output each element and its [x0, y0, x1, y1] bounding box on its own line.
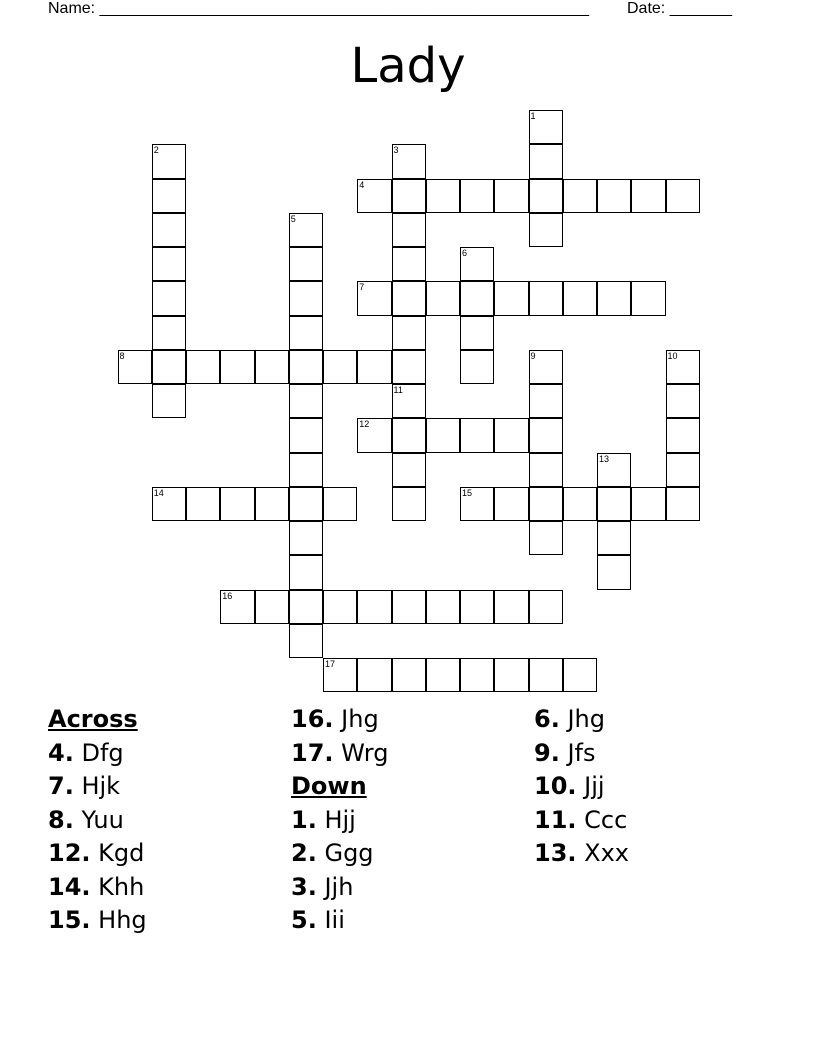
grid-cell[interactable] [494, 179, 528, 213]
grid-cell[interactable] [289, 590, 323, 624]
grid-cell[interactable] [597, 555, 631, 589]
grid-cell[interactable] [392, 281, 426, 315]
grid-cell[interactable] [152, 350, 186, 384]
clue-down-13: 13. Xxx [534, 839, 630, 867]
grid-cell[interactable] [392, 144, 426, 178]
clue-down-5: 5. Iii [291, 906, 345, 934]
grid-cell[interactable] [289, 555, 323, 589]
grid-cell[interactable] [392, 658, 426, 692]
grid-cell[interactable] [460, 247, 494, 281]
grid-cell[interactable] [666, 418, 700, 452]
grid-cell[interactable] [392, 384, 426, 418]
grid-cell[interactable] [666, 179, 700, 213]
grid-cell[interactable] [357, 350, 391, 384]
grid-cell[interactable] [426, 281, 460, 315]
down-heading: Down [291, 772, 367, 800]
grid-cell[interactable] [529, 521, 563, 555]
grid-cell[interactable] [460, 350, 494, 384]
grid-cell[interactable] [563, 487, 597, 521]
grid-cell[interactable] [597, 453, 631, 487]
grid-cell[interactable] [392, 590, 426, 624]
grid-cell[interactable] [631, 487, 665, 521]
cell-number: 5 [290, 213, 296, 224]
grid-cell[interactable] [357, 179, 391, 213]
grid-cell[interactable] [152, 487, 186, 521]
grid-cell[interactable] [460, 418, 494, 452]
clue-across-16: 16. Jhg [291, 705, 379, 733]
grid-cell[interactable] [255, 590, 289, 624]
clue-down-2: 2. Ggg [291, 839, 374, 867]
grid-cell[interactable] [426, 590, 460, 624]
grid-cell[interactable] [357, 590, 391, 624]
clue-column-3 [534, 703, 629, 871]
grid-cell[interactable] [152, 316, 186, 350]
grid-cell[interactable] [460, 487, 494, 521]
grid-cell[interactable] [563, 179, 597, 213]
grid-cell[interactable] [563, 658, 597, 692]
grid-cell[interactable] [529, 384, 563, 418]
cell-number: 17 [325, 659, 336, 669]
clue-across-15: 15. Hhg [48, 906, 147, 934]
cell-number: 6 [462, 248, 468, 258]
cell-number: 4 [359, 179, 365, 190]
clue-across-7: 7. Hjk [48, 772, 121, 800]
grid-cell[interactable] [392, 316, 426, 350]
grid-cell[interactable] [289, 521, 323, 555]
grid-cell[interactable] [666, 487, 700, 521]
grid-cell[interactable] [152, 247, 186, 281]
cell-number: 1 [530, 111, 536, 121]
grid-cell[interactable] [529, 350, 563, 384]
grid-cell[interactable] [392, 179, 426, 213]
grid-cell[interactable] [152, 384, 186, 418]
grid-cell[interactable] [323, 350, 357, 384]
grid-cell[interactable] [666, 384, 700, 418]
grid-cell[interactable] [392, 350, 426, 384]
grid-cell[interactable] [255, 350, 289, 384]
grid-cell[interactable] [631, 281, 665, 315]
cell-number: 3 [393, 145, 399, 156]
grid-cell[interactable] [220, 590, 254, 624]
grid-cell[interactable] [220, 350, 254, 384]
grid-cell[interactable] [152, 144, 186, 178]
grid-cell[interactable] [357, 658, 391, 692]
cell-number: 10 [667, 350, 678, 361]
cell-number: 9 [530, 350, 536, 361]
grid-cell[interactable] [597, 179, 631, 213]
grid-cell[interactable] [460, 281, 494, 315]
clue-across-12: 12. Kgd [48, 839, 145, 867]
grid-cell[interactable] [392, 487, 426, 521]
cell-number: 11 [393, 385, 403, 395]
cell-number: 12 [359, 419, 370, 430]
grid-cell[interactable] [529, 179, 563, 213]
grid-cell[interactable] [529, 590, 563, 624]
grid-cell[interactable] [289, 281, 323, 315]
grid-cell[interactable] [426, 658, 460, 692]
name-label: Name: [48, 0, 100, 17]
grid-cell[interactable] [631, 179, 665, 213]
grid-cell[interactable] [186, 350, 220, 384]
clue-down-10: 10. Jjj [534, 772, 605, 800]
name-line[interactable]: _______________________________________________________ [99, 0, 589, 17]
grid-cell[interactable] [289, 624, 323, 658]
grid-cell[interactable] [460, 179, 494, 213]
grid-cell[interactable] [597, 281, 631, 315]
grid-cell[interactable] [597, 487, 631, 521]
grid-cell[interactable] [529, 213, 563, 247]
grid-cell[interactable] [460, 316, 494, 350]
grid-cell[interactable] [529, 281, 563, 315]
clue-down-3: 3. Jjh [291, 872, 354, 901]
grid-cell[interactable] [289, 418, 323, 452]
date-line[interactable]: _______ [669, 0, 732, 17]
grid-cell[interactable] [357, 281, 391, 315]
grid-cell[interactable] [494, 281, 528, 315]
cell-number: 16 [222, 590, 233, 601]
grid-cell[interactable] [392, 453, 426, 487]
cell-number: 7 [359, 282, 365, 293]
grid-cell[interactable] [529, 487, 563, 521]
grid-cell[interactable] [426, 179, 460, 213]
grid-cell[interactable] [289, 384, 323, 418]
grid-cell[interactable] [289, 316, 323, 350]
grid-cell[interactable] [529, 110, 563, 144]
clue-across-4: 4. Dfg [48, 738, 124, 767]
clue-column-1 [48, 703, 147, 938]
grid-cell[interactable] [426, 418, 460, 452]
grid-cell[interactable] [460, 658, 494, 692]
clue-across-17: 17. Wrg [291, 738, 389, 767]
clue-across-8: 8. Yuu [48, 805, 124, 834]
grid-cell[interactable] [563, 281, 597, 315]
cell-number: 8 [119, 350, 125, 361]
clue-down-1: 1. Hjj [291, 805, 356, 834]
grid-cell[interactable] [529, 453, 563, 487]
grid-cell[interactable] [460, 590, 494, 624]
clue-down-6: 6. Jhg [534, 705, 605, 733]
grid-cell[interactable] [529, 144, 563, 178]
clue-column-2 [291, 703, 389, 938]
clue-down-9: 9. Jfs [534, 738, 596, 767]
grid-cell[interactable] [118, 350, 152, 384]
grid-cell[interactable] [392, 418, 426, 452]
grid-cell[interactable] [289, 350, 323, 384]
grid-cell[interactable] [666, 453, 700, 487]
grid-cell[interactable] [152, 179, 186, 213]
cell-number: 14 [153, 487, 164, 498]
grid-cell[interactable] [666, 350, 700, 384]
cell-number: 15 [462, 487, 473, 498]
grid-cell[interactable] [289, 213, 323, 247]
grid-cell[interactable] [597, 521, 631, 555]
grid-cell[interactable] [392, 213, 426, 247]
grid-cell[interactable] [494, 487, 528, 521]
grid-cell[interactable] [323, 487, 357, 521]
grid-cell[interactable] [392, 247, 426, 281]
grid-cell[interactable] [152, 213, 186, 247]
grid-cell[interactable] [289, 453, 323, 487]
grid-cell[interactable] [289, 247, 323, 281]
cell-number: 13 [599, 453, 610, 464]
grid-cell[interactable] [357, 418, 391, 452]
across-heading: Across [48, 705, 138, 733]
grid-cell[interactable] [323, 658, 357, 692]
grid-cell[interactable] [529, 418, 563, 452]
grid-cell[interactable] [289, 487, 323, 521]
grid-cell[interactable] [220, 487, 254, 521]
grid-cell[interactable] [186, 487, 220, 521]
grid-cell[interactable] [255, 487, 289, 521]
grid-cell[interactable] [323, 590, 357, 624]
grid-cell[interactable] [529, 658, 563, 692]
grid-cell[interactable] [494, 418, 528, 452]
clue-down-11: 11. Ccc [534, 805, 628, 834]
puzzle-title: Lady [350, 38, 466, 94]
grid-cell[interactable] [494, 658, 528, 692]
grid-cell[interactable] [152, 281, 186, 315]
clue-across-14: 14. Khh [48, 872, 145, 901]
cell-number: 2 [153, 145, 159, 156]
grid-cell[interactable] [494, 590, 528, 624]
date-label: Date: [627, 0, 670, 17]
